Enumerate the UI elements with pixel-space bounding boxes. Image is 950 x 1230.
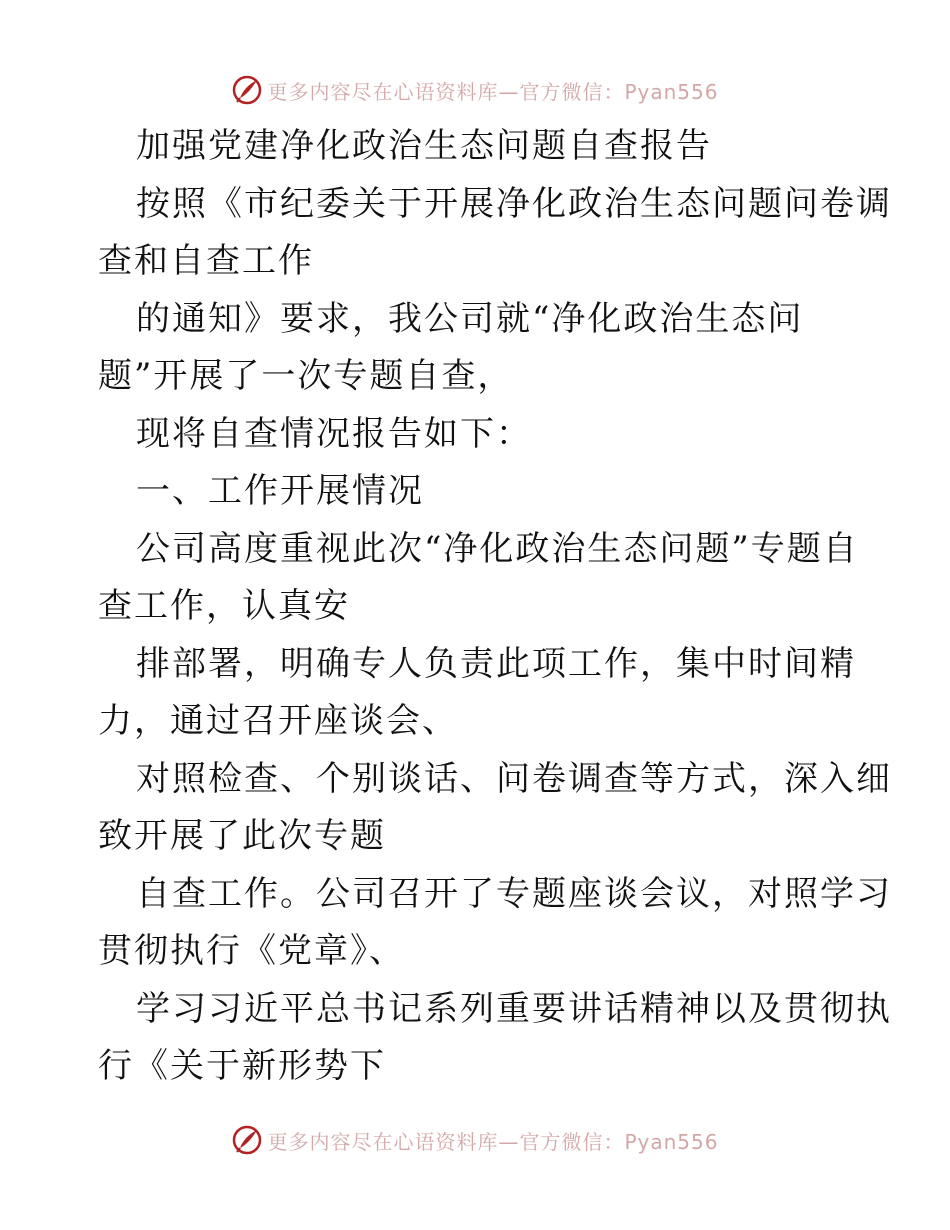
document-line: 现将自查情况报告如下： xyxy=(136,413,532,454)
document-line: 对照检查、个别谈话、问卷调查等方式，深入细 xyxy=(136,758,892,799)
watermark-banner-top xyxy=(0,70,950,110)
document-line: 自查工作。公司召开了专题座谈会议，对照学习 xyxy=(136,873,892,914)
document-line: 的通知》要求，我公司就“净化政治生态问 xyxy=(136,298,804,339)
watermark-text: 更多内容尽在心语资料库—官方微信：Pyan556 xyxy=(267,1129,719,1154)
document-line: 查工作，认真安 xyxy=(98,586,350,626)
feather-pen-icon xyxy=(231,74,263,106)
document-line: 按照《市纪委关于开展净化政治生态问题问卷调 xyxy=(136,183,892,224)
document-line: 查和自查工作 xyxy=(98,241,314,281)
document-line: 加强党建净化政治生态问题自查报告 xyxy=(136,126,712,166)
watermark-text: 更多内容尽在心语资料库—官方微信：Pyan556 xyxy=(267,79,719,104)
document-line: 公司高度重视此次“净化政治生态问题”专题自 xyxy=(136,528,859,569)
watermark-banner-bottom xyxy=(0,1120,950,1160)
document-line: 贯彻执行《党章》、 xyxy=(98,931,405,971)
document-body xyxy=(98,118,892,1096)
feather-pen-icon xyxy=(231,1124,263,1156)
document-line: 题”开展了一次专题自查， xyxy=(98,356,514,396)
document-line: 行《关于新形势下 xyxy=(98,1046,386,1086)
document-line: 排部署，明确专人负责此项工作，集中时间精 xyxy=(136,643,856,684)
document-line: 致开展了此次专题 xyxy=(98,816,386,856)
document-line: 学习习近平总书记系列重要讲话精神以及贯彻执 xyxy=(136,988,892,1029)
document-line: 力，通过召开座谈会、 xyxy=(98,701,458,741)
document-line: 一、工作开展情况 xyxy=(136,471,424,511)
